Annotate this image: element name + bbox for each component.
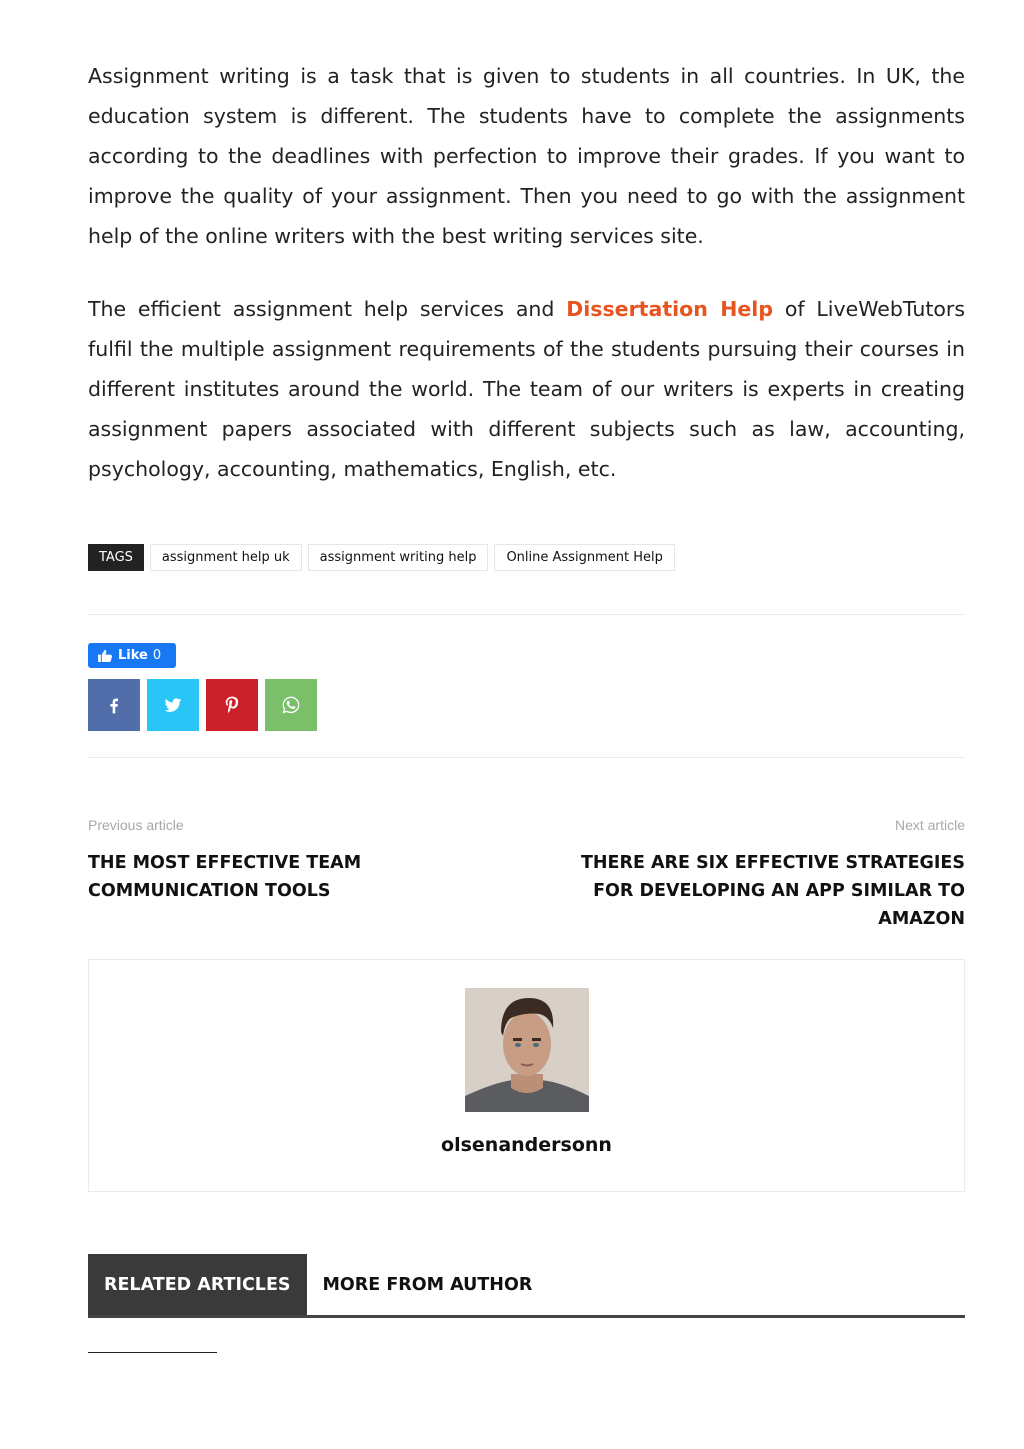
previous-article-link[interactable]: THE MOST EFFECTIVE TEAM COMMUNICATION TOOLS xyxy=(88,853,362,901)
pinterest-icon xyxy=(222,695,242,715)
thumbs-up-icon xyxy=(98,649,113,662)
next-article-link[interactable]: THERE ARE SIX EFFECTIVE STRATEGIES FOR DEVELOPING AN APP SIMILAR TO AMAZON xyxy=(580,853,965,929)
twitter-share-button[interactable] xyxy=(147,679,199,731)
author-portrait-image xyxy=(465,988,589,1112)
facebook-icon xyxy=(104,695,124,715)
tag-assignment-help-uk[interactable]: assignment help uk xyxy=(150,544,302,571)
article-paragraph-1: Assignment writing is a task that is given to students in all countries. In UK, the education system is different. The students have to complete the assignments according to the deadlines with perfection to improve their grades. If you want to improve the quality of your assignment. Then you need to go with the assignment help of the online writers with the best writing services site. xyxy=(88,64,965,248)
like-label: Like xyxy=(118,648,148,663)
paragraph-2-end: of LiveWebTutors fulfil the multiple assignment requirements of the students pursuing their courses in different institutes around the world. The team of our writers is experts in creating assignment papers associated with different subjects such as law, accounting, psychology, accounting, mathematics, English, etc. xyxy=(88,297,966,481)
like-count: 0 xyxy=(152,648,162,663)
avatar[interactable] xyxy=(465,988,589,1112)
whatsapp-icon xyxy=(281,695,301,715)
author-name[interactable]: olsenandersonn xyxy=(441,1134,612,1156)
article-body xyxy=(88,56,965,489)
next-article-label: Next article xyxy=(894,817,965,833)
articles-tabs xyxy=(88,1254,965,1318)
tab-more-from-author[interactable]: MORE FROM AUTHOR xyxy=(322,1274,533,1295)
whatsapp-share-button[interactable] xyxy=(265,679,317,731)
tag-assignment-writing-help[interactable]: assignment writing help xyxy=(308,544,489,571)
author-box xyxy=(88,959,965,1192)
article-paragraph-2 xyxy=(88,289,965,489)
tag-online-assignment-help[interactable]: Online Assignment Help xyxy=(494,544,674,571)
divider-bottom xyxy=(88,757,965,758)
divider-top xyxy=(88,614,965,615)
twitter-icon xyxy=(163,695,183,715)
tags-label: TAGS xyxy=(88,544,144,571)
tags-row xyxy=(88,544,675,571)
pinterest-share-button[interactable] xyxy=(206,679,258,731)
previous-article-label: Previous article xyxy=(88,817,184,833)
short-divider xyxy=(88,1352,217,1353)
facebook-share-button[interactable] xyxy=(88,679,140,731)
paragraph-2-start: The efficient assignment help services and xyxy=(88,297,567,321)
tab-related-articles[interactable]: RELATED ARTICLES xyxy=(88,1254,307,1315)
facebook-like-button[interactable] xyxy=(88,643,176,668)
share-buttons xyxy=(88,679,317,731)
dissertation-help-link[interactable]: Dissertation Help xyxy=(566,297,774,321)
